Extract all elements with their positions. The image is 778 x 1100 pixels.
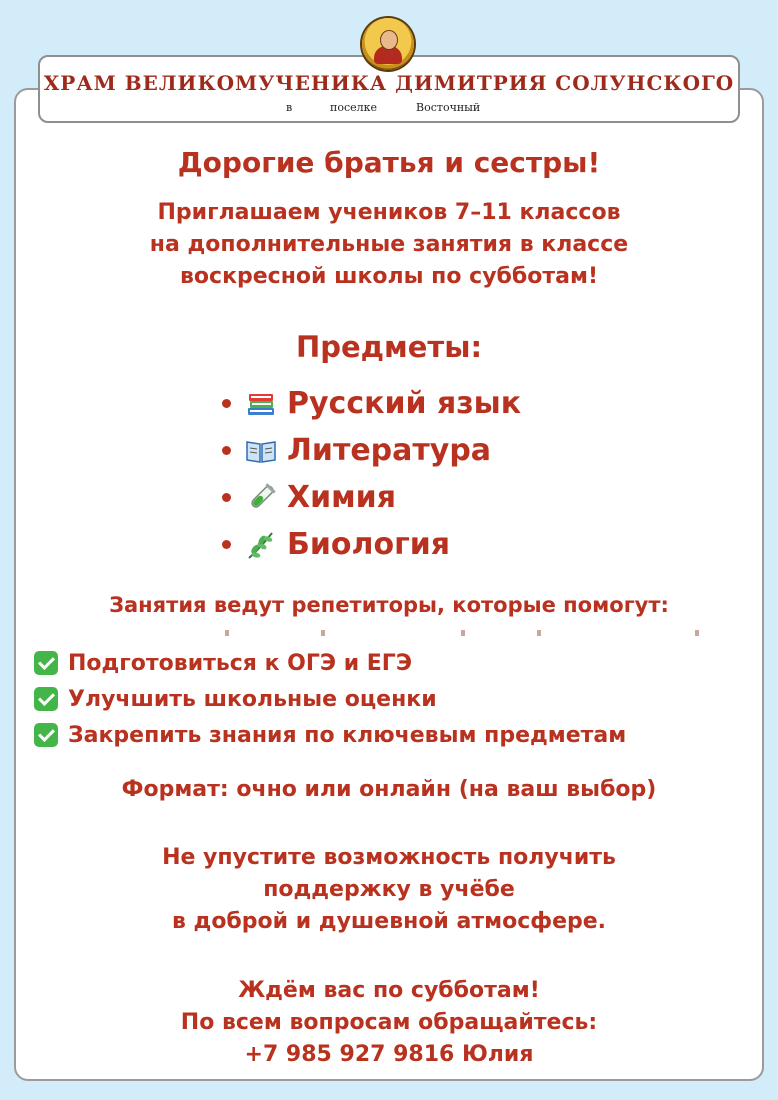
church-subtitle bbox=[40, 101, 738, 117]
invitation-line: Ждём вас по субботам! bbox=[238, 978, 540, 1003]
benefits-list bbox=[34, 645, 626, 753]
subject-item bbox=[218, 380, 521, 427]
benefit-item bbox=[34, 681, 626, 717]
clipped-text-artifact bbox=[225, 630, 705, 636]
bullet-dot bbox=[222, 540, 231, 549]
intro-line: воскресной школы по субботам! bbox=[180, 264, 598, 289]
test-tube-icon bbox=[245, 482, 277, 514]
subtitle-word: Восточный bbox=[416, 101, 481, 114]
church-title: ХРАМ ВЕЛИКОМУЧЕНИКА ДИМИТРИЯ СОЛУНСКОГО bbox=[43, 71, 735, 95]
benefit-item bbox=[34, 645, 626, 681]
closing-line: поддержку в учёбе bbox=[263, 877, 515, 902]
contact-block bbox=[0, 975, 778, 1071]
check-mark-icon bbox=[34, 651, 58, 675]
benefit-item bbox=[34, 717, 626, 753]
subject-item bbox=[218, 474, 521, 521]
benefit-label: Подготовиться к ОГЭ и ЕГЭ bbox=[68, 650, 412, 676]
closing-line: Не упустите возможность получить bbox=[162, 845, 616, 870]
benefit-label: Закрепить знания по ключевым предметам bbox=[68, 722, 627, 748]
bullet-dot bbox=[222, 446, 231, 455]
subject-label: Литература bbox=[287, 433, 492, 468]
closing-line: в доброй и душевной атмосфере. bbox=[171, 909, 607, 934]
open-book-icon bbox=[245, 435, 277, 467]
tutors-heading: Занятия ведут репетиторы, которые помогут: bbox=[109, 593, 669, 617]
subtitle-word: поселке bbox=[330, 101, 377, 114]
subject-label: Биология bbox=[287, 527, 451, 562]
subjects-heading: Предметы: bbox=[295, 330, 483, 364]
benefit-label: Улучшить школьные оценки bbox=[68, 686, 437, 712]
format-text: Формат: очно или онлайн (на ваш выбор) bbox=[121, 777, 657, 802]
bullet-dot bbox=[222, 399, 231, 408]
bullet-dot bbox=[222, 493, 231, 502]
herb-icon bbox=[245, 529, 277, 561]
saint-icon bbox=[362, 18, 414, 70]
subject-item bbox=[218, 521, 521, 568]
subject-label: Русский язык bbox=[287, 386, 522, 421]
intro-line: на дополнительные занятия в классе bbox=[149, 232, 629, 257]
subject-label: Химия bbox=[287, 480, 396, 515]
check-mark-icon bbox=[34, 723, 58, 747]
greeting-heading: Дорогие братья и сестры! bbox=[177, 146, 601, 179]
subjects-list bbox=[218, 380, 521, 568]
questions-line: По всем вопросам обращайтесь: bbox=[180, 1010, 598, 1035]
check-mark-icon bbox=[34, 687, 58, 711]
closing-text bbox=[0, 842, 778, 938]
intro-text bbox=[0, 197, 778, 293]
intro-line: Приглашаем учеников 7–11 классов bbox=[157, 200, 621, 225]
subtitle-word: в bbox=[286, 101, 293, 114]
books-icon bbox=[245, 388, 277, 420]
phone-contact: +7 985 927 9816 Юлия bbox=[244, 1042, 534, 1067]
subject-item bbox=[218, 427, 521, 474]
